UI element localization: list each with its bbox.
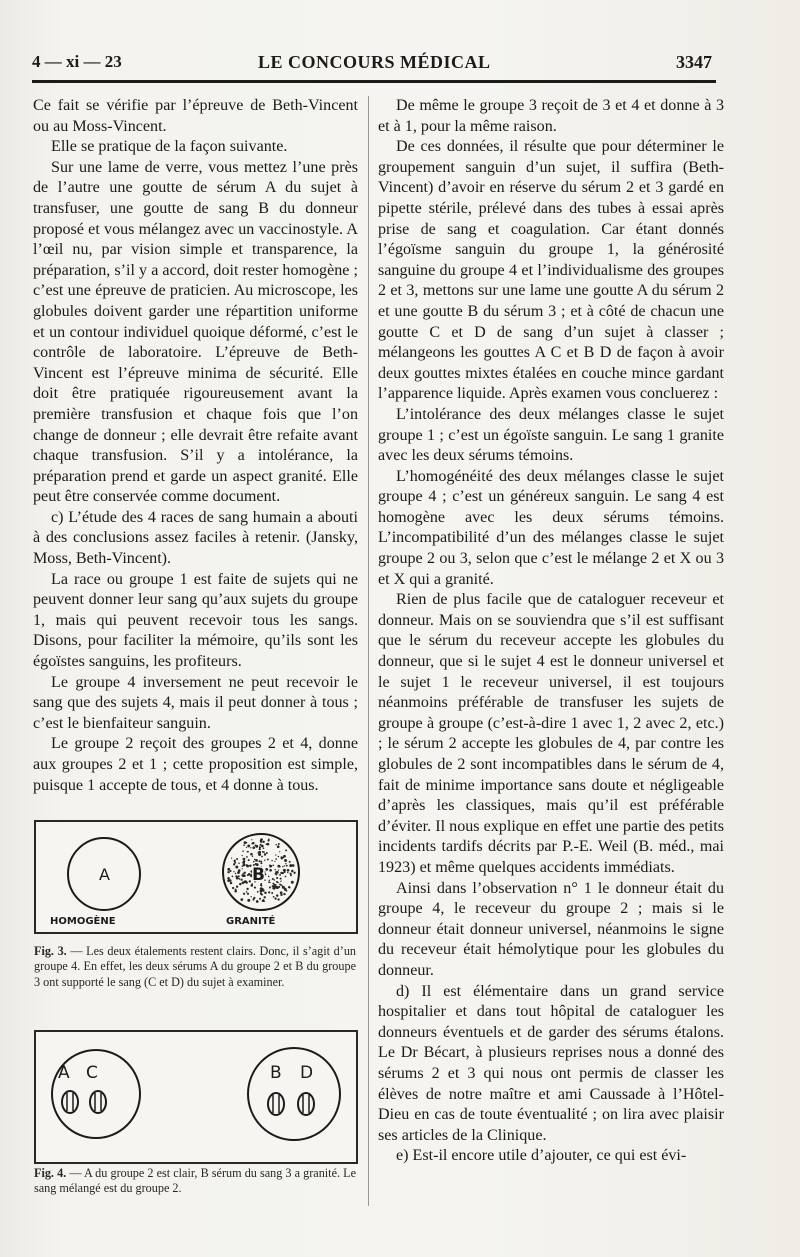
granule-dot	[240, 898, 243, 901]
paragraph: Ce fait se vérifie par l’épreuve de Beth-Vincent ou au Moss-Vincent.	[33, 97, 358, 135]
figure-3	[34, 820, 358, 934]
granule-dot	[285, 863, 286, 864]
figure-4-drawing	[36, 1032, 356, 1162]
granule-dot	[257, 852, 258, 853]
granule-dot	[243, 844, 245, 846]
granule-dot	[249, 880, 251, 882]
granule-dot	[276, 877, 278, 879]
granule-dot	[268, 876, 270, 878]
granule-dot	[227, 871, 229, 873]
granule-dot	[259, 846, 261, 848]
granule-dot	[271, 860, 272, 861]
granule-dot	[277, 882, 278, 883]
paragraph: L’intolérance des deux mélanges classe le sujet groupe 1 ; c’est un égoïste sanguin. Le sang 1 granite avec les deux sérums témoins.	[378, 405, 724, 465]
granule-dot	[230, 870, 232, 872]
left-column	[33, 96, 358, 796]
figure-3-caption-label: Fig. 3.	[34, 944, 67, 958]
granule-dot	[265, 868, 268, 871]
granule-dot	[255, 845, 258, 848]
granule-dot	[242, 861, 245, 864]
granule-dot	[247, 874, 249, 876]
granule-dot	[252, 846, 255, 849]
granule-dot	[244, 872, 246, 874]
granule-dot	[280, 894, 282, 896]
granule-dot	[232, 887, 234, 889]
granule-dot	[278, 886, 280, 888]
granule-dot	[291, 870, 294, 873]
granule-dot	[274, 884, 276, 886]
paragraph: e) Est-il encore utile d’ajouter, ce qui est évi-	[396, 1147, 687, 1165]
drop-label-a: A	[99, 865, 110, 884]
granule-dot	[258, 860, 260, 862]
granule-dot	[262, 841, 264, 843]
paragraph: De ces données, il résulte que pour déterminer le groupement sanguin d’un sujet, il suffira (Beth-Vincent) d’avoir en réserve du sérum 2 et 3 gardé en pipette stérile, prélevé dans des tubes à essai après prise de sang et coagulation. Car étant donnés l’égoïsme sanguin du groupe 1, la générosité sanguine du groupe 4 et l’individualisme des groupes 2 et 3, mettons sur une lame une goutte A du sérum 2 et une goutte B du sérum 3 ; et à côté de chacun une goutte C et D de sang d’un sujet à classer ; mélangeons les gouttes A C et B D de façon à avoir deux gouttes mixtes étalées en couche mince gardant l’apparence liquide. Après examen vous concluerez :	[378, 138, 724, 403]
granule-dot	[246, 856, 248, 858]
granule-dot	[276, 871, 279, 874]
granule-dot	[282, 866, 284, 868]
granule-dot	[233, 860, 235, 862]
granule-dot	[238, 875, 240, 877]
granule-dot	[247, 899, 250, 902]
granule-dot	[244, 863, 245, 864]
granule-dot	[230, 879, 231, 880]
granule-dot	[261, 856, 263, 858]
right-column	[378, 96, 724, 1167]
paragraph: L’homogénéité des deux mélanges classe le sujet groupe 4 ; c’est un généreux sanguin. Le sang 4 est homogène avec les deux sérums témoins. L’incompatibilité d’un des mélanges classe le sujet groupe 2 ou 3, selon que c’est le mélange 2 et X ou 3 et X qui a granité.	[378, 467, 724, 588]
granule-dot	[286, 890, 288, 892]
granule-dot	[264, 892, 265, 893]
granule-dot	[239, 883, 241, 885]
paragraph: Elle se pratique de la façon suivante.	[51, 138, 288, 156]
granule-dot	[260, 890, 263, 893]
granule-dot	[279, 874, 281, 876]
granule-dot	[242, 850, 244, 852]
granule-dot	[258, 851, 261, 854]
granule-dot	[280, 881, 281, 882]
granule-dot	[290, 874, 291, 875]
paragraph: De même le groupe 3 reçoit de 3 et 4 et donne à 3 et à 1, pour la même raison.	[378, 97, 724, 135]
granule-dot	[283, 855, 286, 858]
granule-dot	[246, 865, 249, 868]
granule-dot	[261, 861, 263, 863]
granule-dot	[276, 894, 278, 896]
granule-dot	[275, 854, 276, 855]
granule-dot	[247, 851, 249, 853]
journal-title: LE CONCOURS MÉDICAL	[258, 52, 491, 72]
granule-dot	[257, 891, 259, 893]
granule-dot	[273, 896, 275, 898]
drop-label-b: B	[252, 865, 265, 885]
granule-dot	[264, 859, 265, 860]
page-number: 3347	[676, 52, 712, 72]
granule-dot	[278, 843, 280, 845]
granule-dot	[227, 868, 230, 871]
granule-dot	[269, 879, 271, 881]
granule-dot	[242, 881, 245, 884]
granule-dot	[242, 868, 243, 869]
granule-dot	[269, 886, 271, 888]
granule-dot	[256, 900, 259, 903]
granule-dot	[250, 847, 251, 848]
granule-dot	[272, 885, 274, 887]
column-divider	[368, 96, 369, 1206]
issue-reference: 4 — xi — 23	[32, 52, 122, 71]
granule-dot	[270, 865, 272, 867]
granule-dot	[280, 878, 282, 880]
paragraph: Le groupe 4 inversement ne peut recevoir le sang que des sujets 4, mais il peut donner à tous ; c’est le bienfaiteur sanguin.	[33, 673, 358, 732]
granule-dot	[281, 856, 283, 858]
granule-dot	[246, 881, 248, 883]
figure-4-caption-label: Fig. 4.	[34, 1166, 67, 1180]
granule-dot	[236, 886, 238, 888]
drop-b	[268, 1093, 284, 1115]
drop-label-d: D	[300, 1063, 314, 1083]
granule-dot	[278, 870, 279, 871]
drop-c	[90, 1091, 106, 1113]
granule-dot	[248, 859, 250, 861]
granule-dot	[271, 892, 273, 894]
granule-dot	[235, 873, 236, 874]
granule-dot	[286, 865, 288, 867]
paragraph: d) Il est élémentaire dans un grand service hospitalier et dans tout hôpital de cataloguer les donneurs éventuels et de garder des sérums étalons. Le Dr Bécart, à plusieurs reprises nous a donné des sérums 2 et 3 qui nous ont permis de classer les élèves de notre maître et ami Caussade à l’Hôtel-Dieu en cas de toute éventualité ; on lira avec plaisir ses articles de la Clinique.	[378, 982, 724, 1144]
granule-dot	[242, 873, 243, 874]
granule-dot	[268, 891, 270, 893]
granule-dot	[274, 879, 275, 880]
figure-3-drawing	[36, 822, 356, 932]
granule-dot	[276, 874, 278, 876]
granule-dot	[236, 858, 238, 860]
figure-4	[34, 1030, 358, 1164]
granule-dot	[242, 866, 243, 867]
granule-dot	[292, 865, 294, 867]
granule-dot	[285, 849, 287, 851]
granule-dot	[235, 889, 237, 891]
granule-dot	[277, 865, 280, 868]
granule-dot	[274, 897, 276, 899]
granule-dot	[262, 851, 264, 853]
drop-label-a: A	[58, 1063, 70, 1083]
header-rule	[32, 80, 716, 83]
granule-dot	[254, 887, 256, 889]
granule-dot	[260, 838, 263, 841]
granule-dot	[272, 865, 274, 867]
granule-dot	[263, 890, 265, 892]
granule-dot	[287, 872, 288, 873]
granule-dot	[262, 900, 264, 902]
granule-dot	[235, 866, 238, 869]
granule-dot	[284, 865, 285, 866]
granule-dot	[246, 842, 248, 844]
granule-dot	[264, 853, 266, 855]
granule-dot	[279, 851, 280, 852]
paragraph: La race ou groupe 1 est faite de sujets qui ne peuvent donner leur sang qu’aux sujets du groupe 1, mais qui peuvent recevoir tous les sangs. Disons, pour faciliter la mémoire, qu’ils sont les égoïstes sanguins, les profiteurs.	[33, 570, 358, 671]
paragraph: Rien de plus facile que de cataloguer receveur et donneur. Mais on se souviendra que s’il est suffisant que le sérum du receveur accepte les globules du donneur, que si le sujet 4 est le donneur universel et le sujet 1 le receveur universel, il est toujours néanmoins préférable de transfuser les sujets de groupe à groupe (c’est-à-dire 1 avec 1, 2 avec 2, etc.) ; le sérum 2 accepte les globules de 4, par contre les globules de 2 sont incompatibles dans le sérum de 4, fait de minime importance sans doute et négligeable d’après les classiques, mais qu’il est préférable d’éviter. Il nous explique en effet une partie des petits incidents tardifs décrits par P.-E. Weil (B. méd., mai 1923) et même quelques accidents immédiats.	[378, 591, 724, 876]
granule-dot	[272, 888, 274, 890]
granule-dot	[263, 847, 265, 849]
drop-d	[298, 1093, 314, 1115]
granule-dot	[264, 896, 266, 898]
granule-dot	[293, 872, 295, 874]
granule-dot	[278, 856, 280, 858]
drop-label-c: C	[86, 1063, 98, 1083]
granule-dot	[227, 877, 230, 880]
granule-dot	[243, 893, 245, 895]
granule-dot	[261, 845, 264, 848]
granule-dot	[266, 852, 268, 854]
granule-dot	[247, 844, 250, 847]
granule-dot	[291, 881, 294, 884]
granule-dot	[244, 858, 245, 859]
granule-dot	[267, 843, 270, 846]
granule-dot	[288, 870, 289, 871]
paragraph: Sur une lame de verre, vous mettez l’une près de l’autre une goutte de sérum A du sujet à transfuser, une goutte de sang B du donneur proposé et vous mélangez avec un vaccinostyle. A l’œil nu, par vision simple et transparence, la préparation, s’il y a accord, doit rester homogène ; c’est une épreuve de praticien. Au microscope, les globules doivent garder une répartition uniforme et un contour individuel quoique déformé, c’est le contrôle de laboratoire. L’épreuve de Beth-Vincent est l’épreuve minima de sécurité. Elle doit être pratiquée rigoureusement avant la première transfusion et chaque fois que l’on change de donneur ; elle devrait être refaite avant chaque transfusion. S’il y a intolérance, la préparation prend et garde un aspect granité. Elle peut être conservée comme document.	[33, 158, 358, 506]
granule-dot	[282, 872, 284, 874]
granule-dot	[251, 839, 252, 840]
granule-dot	[284, 859, 287, 862]
granule-dot	[235, 875, 237, 877]
granule-dot	[283, 869, 286, 872]
granule-dot	[242, 855, 243, 856]
granule-dot	[232, 876, 234, 878]
granule-dot	[268, 881, 270, 883]
granule-dot	[289, 861, 291, 863]
granule-dot	[277, 845, 280, 848]
granule-dot	[260, 893, 262, 895]
figure-3-caption-text: — Les deux étalements restent clairs. Donc, il s’agit d’un groupe 4. En effet, les deux sérums A du groupe 2 et B du groupe 3 ont supporté le sang (C et D) du sujet à examiner.	[34, 944, 357, 989]
granule-dot	[233, 871, 234, 872]
label-granite: GRANITÉ	[226, 916, 276, 927]
paragraph: Ainsi dans l’observation n° 1 le donneur était du groupe 4, le receveur du groupe 2 ; mais si le donneur était donneur universel, néanmoins le signe du receveur était hémolytique pour les globules du donneur.	[378, 879, 724, 979]
granule-dot	[247, 893, 249, 895]
granule-dot	[250, 853, 253, 856]
granule-dot	[230, 882, 233, 885]
drop-a	[62, 1091, 78, 1113]
figure-3-caption	[34, 944, 356, 990]
granule-dot	[252, 842, 255, 845]
granule-dot	[267, 858, 269, 860]
granule-dot	[246, 847, 247, 848]
granule-dot	[280, 884, 281, 885]
granule-dot	[252, 855, 254, 857]
right-slide-circle	[248, 1048, 340, 1140]
granule-dot	[274, 869, 275, 870]
granule-dot	[268, 838, 269, 839]
granule-dot	[275, 844, 276, 845]
granule-dot	[238, 869, 241, 872]
granule-dot	[274, 861, 275, 862]
granule-dot	[259, 898, 260, 899]
granule-dot	[262, 888, 264, 890]
granule-dot	[253, 897, 255, 899]
figure-4-caption-text: — A du groupe 2 est clair, B sérum du sang 3 a granité. Le sang mélangé est du groupe 2.	[34, 1166, 356, 1196]
granule-dot	[241, 879, 243, 881]
granule-dot	[285, 876, 287, 878]
granule-dot	[238, 862, 240, 864]
granule-dot	[289, 887, 291, 889]
granule-dot	[283, 893, 285, 895]
granule-dot	[277, 898, 279, 900]
granule-dot	[231, 857, 232, 858]
granule-dot	[246, 891, 248, 893]
granule-dot	[246, 888, 248, 890]
granule-dot	[241, 874, 244, 877]
granule-dot	[239, 878, 241, 880]
granule-dot	[233, 863, 235, 865]
granule-dot	[251, 896, 252, 897]
granule-dot	[255, 859, 258, 862]
page-header	[32, 50, 712, 80]
granule-dot	[272, 878, 274, 880]
paragraph: Le groupe 2 reçoit des groupes 2 et 4, donne aux groupes 2 et 1 ; cette proposition est simple, puisque 1 accepte de tous, et 4 donne à tous.	[33, 735, 358, 794]
granule-dot	[275, 858, 277, 860]
granule-dot	[260, 862, 262, 864]
drop-label-b: B	[270, 1063, 282, 1083]
figure-4-caption	[34, 1166, 356, 1197]
paragraph: c) L’étude des 4 races de sang humain a abouti à des conclusions assez faciles à retenir. (Jansky, Moss, Beth-Vincent).	[33, 508, 358, 568]
label-homogene: HOMOGÈNE	[50, 916, 116, 927]
granule-dot	[253, 861, 255, 863]
granule-dot	[269, 869, 272, 872]
